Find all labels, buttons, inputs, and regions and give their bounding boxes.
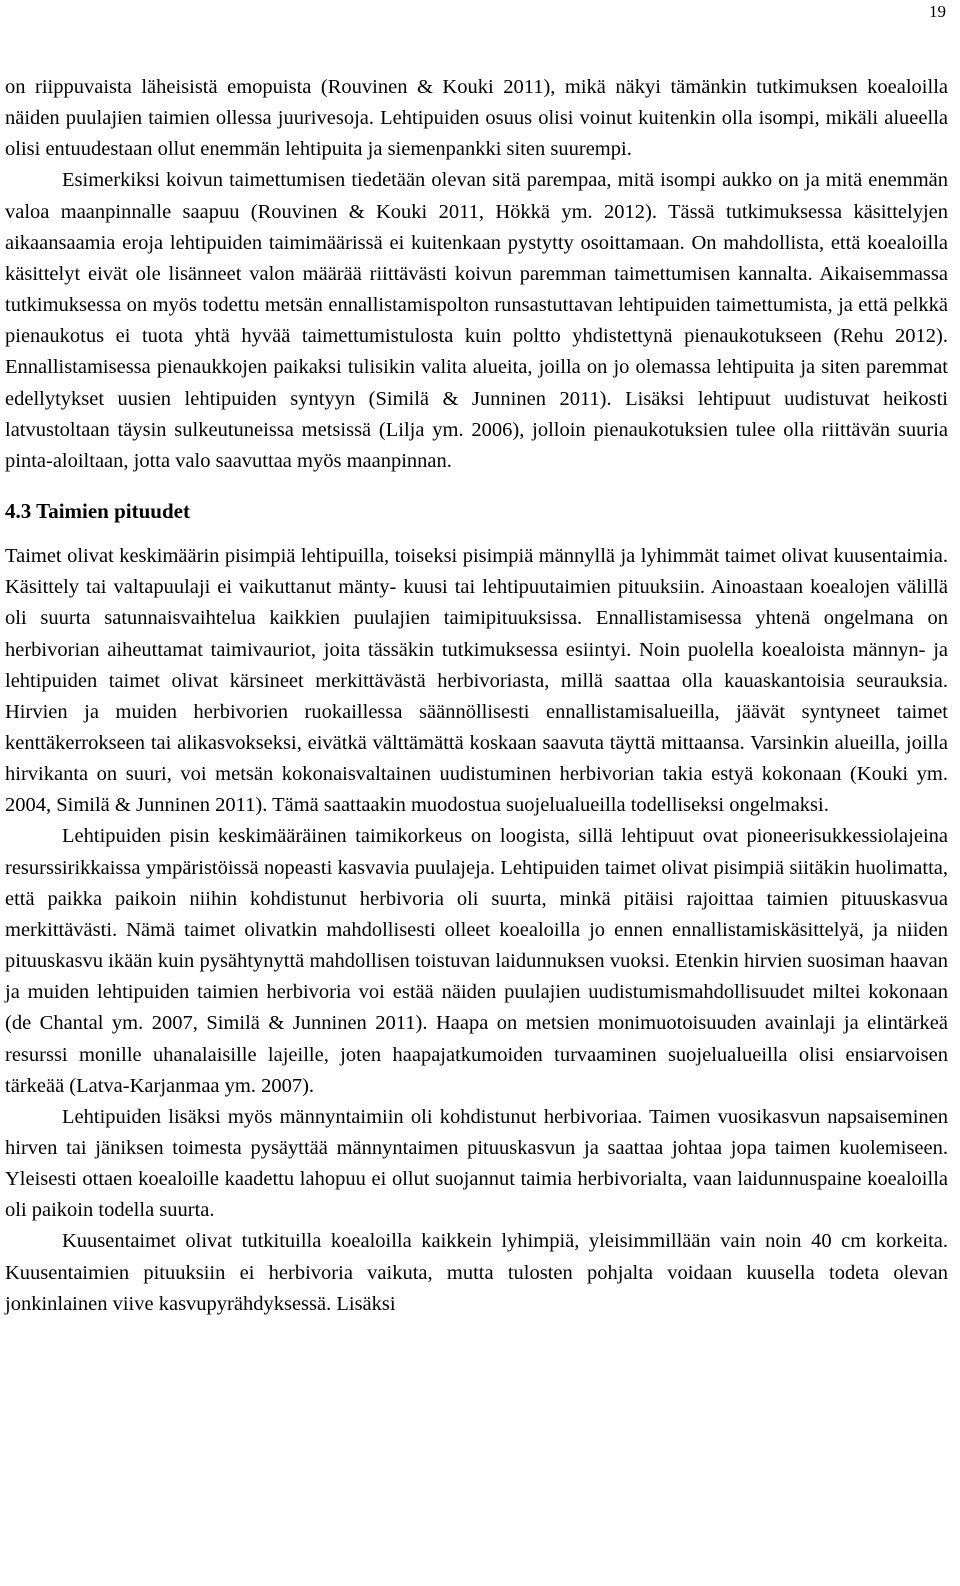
paragraph-pine-herbivory: Lehtipuiden lisäksi myös männyntaimiin oli kohdistunut herbivoriaa. Taimen vuosikasvun napsaiseminen hirven tai jäniksen toimesta pysäyttää männyntaimen pituuskasvun ja saattaa johtaa jopa taimen kuolemiseen. Yleisesti ottaen koealoille kaadettu lahopuu ei ollut suojannut taimia herbivorialta, vaan laidunnuspaine koealoilla oli paikoin todella suurta.	[5, 1105, 948, 1222]
section-heading: 4.3 Taimien pituudet	[5, 499, 190, 524]
paragraph-spruce-heights: Kuusentaimet olivat tutkituilla koealoilla kaikkein lyhimpiä, yleisimmillään vain noin 40 cm korkeita. Kuusentaimien pituuksiin ei herbivoria vaikuta, mutta tulosten pohjalta voidaan kuusella todeta olevan jonkinlainen viive kasvupyrähdyksessä. Lisäksi	[5, 1230, 948, 1315]
page-number: 19	[929, 2, 946, 21]
page-body	[5, 72, 948, 1320]
paragraph-deciduous-heights: Lehtipuiden pisin keskimääräinen taimikorkeus on loogista, sillä lehtipuut ovat pioneerisukkessiolajeina resurssirikkaissa ympäristöissä nopeasti kasvavia puulajeja. Lehtipuiden taimet olivat pisimpiä siitäkin huolimatta, että paikka paikoin niihin kohdistunut herbivoria oli suurta, minkä pitäisi rajoittaa taimien pituuskasvua merkittävästi. Nämä taimet olivatkin mahdollisesti olleet koealoilla jo ennen ennallistamiskäsittelyä, ja niiden pituuskasvu ikään kuin pysähtynyttä mahdollisen toistuvan laidunnuksen vuoksi. Etenkin hirvien suosiman haavan ja muiden lehtipuiden taimien herbivoria voi estää näiden puulajien uudistumismahdollisuudet miltei kokonaan (de Chantal ym. 2007, Similä & Junninen 2011). Haapa on metsien monimuotoisuuden avainlaji ja elintärkeä resurssi monille uhanalaisille lajeille, joten haapajatkumoiden turvaaminen suojelualueilla olisi ensiarvoisen tärkeää (Latva-Karjanmaa ym. 2007).	[5, 825, 948, 1097]
paragraph-birch-regeneration: Esimerkiksi koivun taimettumisen tiedetään olevan sitä parempaa, mitä isompi aukko on ja mitä enemmän valoa maanpinnalle saapuu (Rouvinen & Kouki 2011, Hökkä ym. 2012). Tässä tutkimuksessa käsittelyjen aikaansaamia eroja lehtipuiden taimimäärissä ei kuitenkaan pystytty osoittamaan. On mahdollista, että koealoilla käsittelyt eivät ole lisänneet valon määrää riittävästi koivun paremman taimettumisen kannalta. Aikaisemmassa tutkimuksessa on myös todettu metsän ennallistamispolton runsastuttavan lehtipuiden taimettumista, ja että pelkkä pienaukotus ei tuota yhtä hyvää taimettumistulosta kuin poltto yhdistettynä pienaukotukseen (Rehu 2012). Ennallistamisessa pienaukkojen paikaksi tulisikin valita alueita, joilla on jo olemassa lehtipuita ja siten paremmat edellytykset uusien lehtipuiden syntyyn (Similä & Junninen 2011). Lisäksi lehtipuut uudistuvat heikosti latvustoltaan täysin sulkeutuneissa metsissä (Lilja ym. 2006), jolloin pienaukotuksien tulee olla riittävän suuria pinta-aloiltaan, jotta valo saavuttaa myös maanpinnan.	[5, 169, 948, 472]
paragraph-continued: on riippuvaista läheisistä emopuista (Rouvinen & Kouki 2011), mikä näkyi tämänkin tutkimuksen koealoilla näiden puulajien taimien ollessa juurivesoja. Lehtipuiden osuus olisi voinut kuitenkin olla isompi, mikäli alueella olisi entuudestaan ollut enemmän lehtipuita ja siemenpankki siten suurempi.	[5, 76, 948, 161]
paragraph-seedling-heights: Taimet olivat keskimäärin pisimpiä lehtipuilla, toiseksi pisimpiä männyllä ja lyhimmät taimet olivat kuusentaimia. Käsittely tai valtapuulaji ei vaikuttanut mänty- kuusi tai lehtipuutaimien pituuksiin. Ainoastaan koealojen välillä oli suurta satunnaisvaihtelua kaikkien puulajien taimipituuksissa. Ennallistamisessa yhtenä ongelmana on herbivorian aiheuttamat taimivauriot, joita tässäkin tutkimuksessa esiintyi. Noin puolella koealoista männyn- ja lehtipuiden taimet olivat kärsineet merkittävästä herbivoriasta, millä saattaa olla kauaskantoisia seurauksia. Hirvien ja muiden herbivorien ruokaillessa säännöllisesti ennallistamisalueilla, jäävät syntyneet taimet kenttäkerrokseen tai alikasvokseksi, eivätkä välttämättä koskaan saavuta täyttä mittaansa. Varsinkin alueilla, joilla hirvikanta on suuri, voi metsän kokonaisvaltainen uudistuminen herbivorian takia estyä kokonaan (Kouki ym. 2004, Similä & Junninen 2011). Tämä saattaakin muodostua suojelualueilla todelliseksi ongelmaksi.	[5, 545, 948, 817]
